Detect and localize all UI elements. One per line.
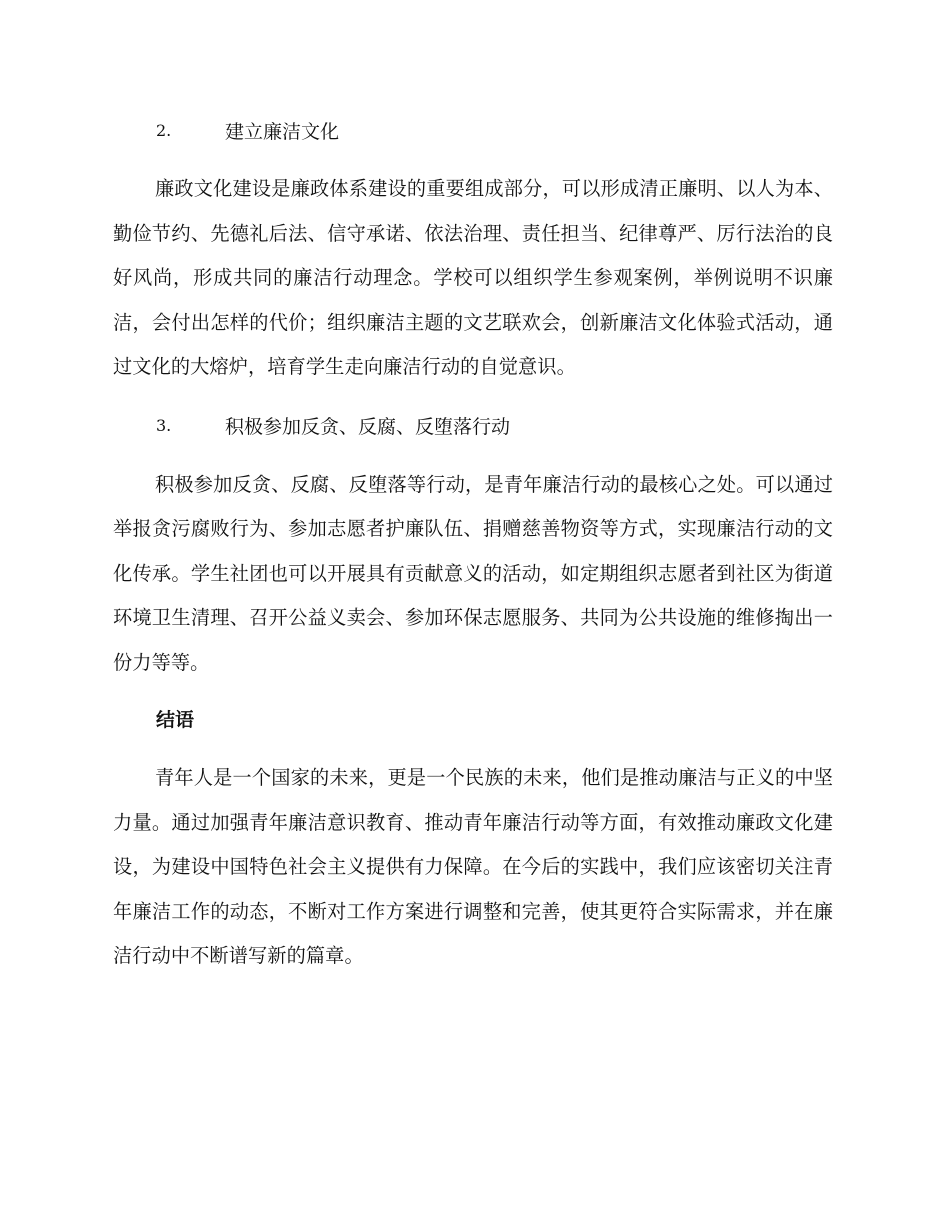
- section-title: 建立廉洁文化: [225, 120, 340, 143]
- document-content: [113, 108, 833, 979]
- conclusion-heading: 结语: [156, 709, 195, 731]
- section-heading-3: [156, 404, 833, 448]
- section-heading-2: [156, 108, 833, 152]
- section-number: 3.: [156, 416, 172, 435]
- section-paragraph: 积极参加反贪、反腐、反堕落等行动，是青年廉洁行动的最核心之处。可以通过举报贪污腐败行为、参加志愿者护廉队伍、捐赠慈善物资等方式，实现廉洁行动的文化传承。学生社团也可以开展具有贡献意义的活动，如定期组织志愿者到社区为街道环境卫生清理、召开公益义卖会、参加环保志愿服务、共同为公共设施的维修掏出一份力等等。: [113, 472, 833, 674]
- conclusion-paragraph: 青年人是一个国家的未来，更是一个民族的未来，他们是推动廉洁与正义的中坚力量。通过加强青年廉洁意识教育、推动青年廉洁行动等方面，有效推动廉政文化建设，为建设中国特色社会主义提供有力保障。在今后的实践中，我们应该密切关注青年廉洁工作的动态，不断对工作方案进行调整和完善，使其更符合实际需求，并在廉洁行动中不断谱写新的篇章。: [113, 766, 833, 967]
- section-number: 2.: [156, 120, 172, 140]
- section-paragraph: 廉政文化建设是廉政体系建设的重要组成部分，可以形成清正廉明、以人为本、勤俭节约、先德礼后法、信守承诺、依法治理、责任担当、纪律尊严、厉行法治的良好风尚，形成共同的廉洁行动理念。学校可以组织学生参观案例，举例说明不识廉洁，会付出怎样的代价；组织廉洁主题的文艺联欢会，创新廉洁文化体验式活动，通过文化的大熔炉，培育学生走向廉洁行动的自觉意识。: [113, 177, 833, 378]
- section-title: 积极参加反贪、反腐、反堕落行动: [225, 416, 511, 438]
